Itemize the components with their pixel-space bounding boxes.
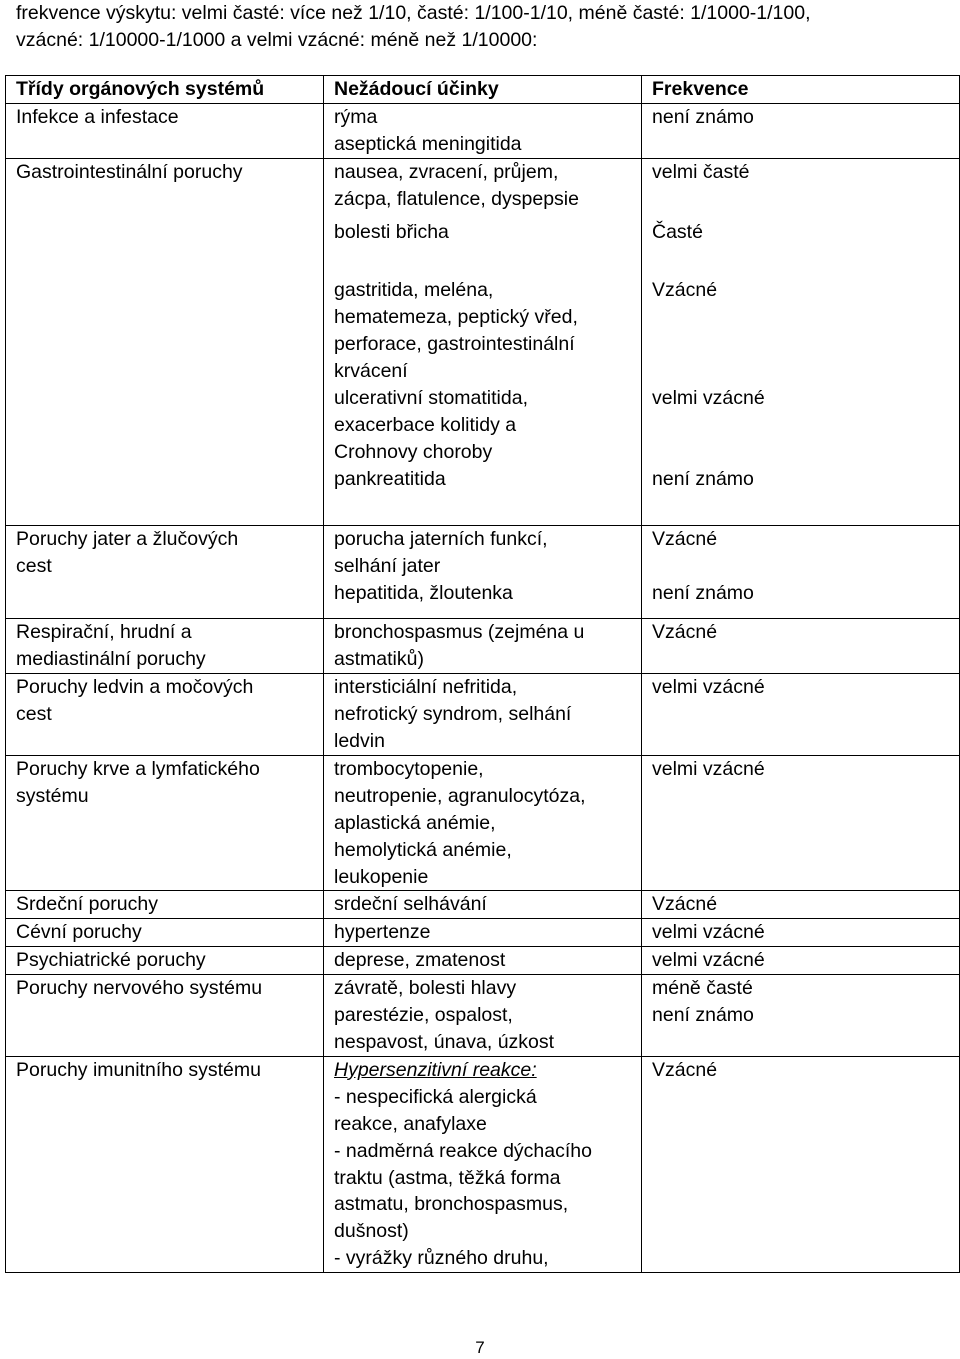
cell-text-line: nausea, zvracení, průjem, [334, 160, 559, 183]
cell-text-line: Infekce a infestace [16, 105, 179, 128]
table-row [6, 525, 960, 619]
header-frequency: Frekvence [642, 76, 960, 104]
cell-text-line: trombocytopenie, [334, 757, 484, 780]
cell-text-line [652, 412, 955, 439]
effects-cell [324, 975, 642, 1057]
cell-text-line: Časté [652, 220, 703, 243]
cell-text-line: není známo [652, 105, 754, 128]
effects-cell [324, 891, 642, 919]
cell-text-line: hemolytická anémie, [334, 838, 512, 861]
organ-cell [6, 525, 324, 619]
intro-line: frekvence výskytu: velmi časté: více než 1/10, časté: 1/100-1/10, méně časté: 1/1000-1/100, [16, 2, 811, 24]
cell-text-line [652, 304, 955, 331]
cell-text-line: Poruchy imunitního systému [16, 1058, 261, 1081]
cell-text-line: velmi vzácné [652, 757, 765, 780]
organ-cell [6, 947, 324, 975]
table-row [6, 755, 960, 891]
cell-text-line: velmi časté [652, 160, 750, 183]
cell-text-line [652, 358, 955, 385]
header-adverse-effects: Nežádoucí účinky [324, 76, 642, 104]
cell-text-line: cest [16, 703, 52, 726]
intro-text [16, 0, 946, 54]
table-row [6, 891, 960, 919]
cell-text-line [652, 331, 955, 358]
frequency-cell [642, 755, 960, 891]
cell-text-line: velmi vzácné [652, 921, 765, 944]
header-organ-class: Třídy orgánových systémů [6, 76, 324, 104]
cell-text-line: velmi vzácné [652, 949, 765, 972]
cell-text-line: zácpa, flatulence, dyspepsie [334, 187, 579, 210]
cell-text-line: systému [16, 784, 89, 807]
cell-text-line: hematemeza, peptický vřed, [334, 306, 578, 329]
cell-text-line: leukopenie [334, 865, 429, 888]
cell-text-line: Poruchy krve a lymfatického [16, 757, 260, 780]
cell-text-line: aplastická anémie, [334, 811, 496, 834]
table-row [6, 947, 960, 975]
cell-text-line: astmatu, bronchospasmus, [334, 1193, 569, 1216]
organ-cell [6, 674, 324, 756]
effects-cell [324, 674, 642, 756]
adverse-effects-table [5, 75, 960, 1273]
cell-text-line: hypertenze [334, 921, 431, 944]
table-row [6, 975, 960, 1057]
cell-text-line: pankreatitida [334, 467, 446, 490]
cell-text-line: nefrotický syndrom, selhání [334, 703, 572, 726]
effects-cell [324, 619, 642, 674]
frequency-cell [642, 674, 960, 756]
organ-cell [6, 919, 324, 947]
table-row [6, 103, 960, 158]
cell-text-line [652, 439, 955, 466]
cell-text-line: bolesti břicha [334, 220, 449, 243]
effects-cell [324, 1056, 642, 1272]
effects-cell [324, 947, 642, 975]
frequency-cell [642, 1056, 960, 1272]
cell-text-line: krvácení [334, 360, 408, 383]
table-row [6, 1056, 960, 1272]
cell-text-line: Crohnovy choroby [334, 440, 493, 463]
frequency-cell [642, 525, 960, 619]
cell-text-line: není známo [652, 1004, 754, 1027]
cell-text-line: závratě, bolesti hlavy [334, 977, 517, 1000]
cell-text-line: - nadměrná reakce dýchacího [334, 1139, 592, 1162]
cell-text-line: není známo [652, 467, 754, 490]
table-row [6, 158, 960, 525]
cell-text-line: astmatiků) [334, 648, 424, 671]
cell-text-line: Poruchy ledvin a močových [16, 676, 254, 699]
cell-text-line: neutropenie, agranulocytóza, [334, 784, 586, 807]
organ-cell [6, 1056, 324, 1272]
cell-text-line: perforace, gastrointestinální [334, 333, 575, 356]
cell-text-line: nespavost, únava, úzkost [334, 1031, 555, 1053]
cell-text-line: Psychiatrické poruchy [16, 949, 206, 972]
effects-cell [324, 525, 642, 619]
cell-text-line: Srdeční poruchy [16, 893, 158, 916]
cell-text-line: intersticiální nefritida, [334, 676, 518, 699]
cell-text-line: srdeční selhávání [334, 893, 487, 916]
cell-text-line: mediastinální poruchy [16, 648, 206, 671]
organ-cell [6, 755, 324, 891]
organ-cell [6, 891, 324, 919]
effects-cell [324, 919, 642, 947]
cell-text-line: gastritida, meléna, [334, 279, 494, 302]
cell-text-line: Gastrointestinální poruchy [16, 160, 243, 183]
cell-text-line: exacerbace kolitidy a [334, 413, 517, 436]
table-row [6, 919, 960, 947]
cell-text-line: velmi vzácné [652, 676, 765, 699]
cell-text-line: bronchospasmus (zejména u [334, 621, 585, 644]
frequency-cell [642, 891, 960, 919]
cell-text-line: méně časté [652, 977, 753, 1000]
cell-text-line: cest [16, 554, 52, 577]
cell-text-line [652, 553, 955, 580]
frequency-cell [642, 103, 960, 158]
cell-text-line: deprese, zmatenost [334, 949, 506, 972]
cell-text-line: hepatitida, žloutenka [334, 581, 513, 604]
cell-text-line: ledvin [334, 730, 385, 753]
frequency-cell [642, 158, 960, 525]
cell-text-line: Vzácné [652, 893, 718, 916]
organ-cell [6, 158, 324, 525]
cell-text-line: selhání jater [334, 554, 441, 577]
table-row [6, 674, 960, 756]
frequency-cell [642, 975, 960, 1057]
table-row [6, 619, 960, 674]
cell-text-line: dušnost) [334, 1220, 409, 1243]
hypersensitivity-heading: Hypersenzitivní reakce: [334, 1058, 537, 1081]
effects-cell [324, 755, 642, 891]
page-number: 7 [475, 1338, 485, 1357]
cell-text-line: reakce, anafylaxe [334, 1112, 487, 1135]
cell-text-line: - nespecifická alergická [334, 1085, 537, 1108]
effects-cell [324, 158, 642, 525]
frequency-cell [642, 919, 960, 947]
cell-text-line: porucha jaterních funkcí, [334, 527, 548, 550]
cell-text-line: Cévní poruchy [16, 921, 142, 944]
cell-text-line: velmi vzácné [652, 387, 765, 410]
cell-text-line: parestézie, ospalost, [334, 1004, 513, 1027]
frequency-cell [642, 947, 960, 975]
cell-text-line: není známo [652, 581, 754, 604]
organ-cell [6, 619, 324, 674]
cell-text-line: Vzácné [652, 621, 718, 644]
cell-text-line: traktu (astma, těžká forma [334, 1166, 561, 1189]
cell-text-line: ulcerativní stomatitida, [334, 387, 529, 410]
cell-text-line: Vzácné [652, 527, 718, 550]
organ-cell [6, 975, 324, 1057]
frequency-cell [642, 619, 960, 674]
cell-text-line: Vzácné [652, 1058, 718, 1081]
effects-cell [324, 103, 642, 158]
intro-line: vzácné: 1/10000-1/1000 a velmi vzácné: méně než 1/10000: [16, 29, 538, 51]
cell-text-line: aseptická meningitida [334, 132, 522, 155]
cell-text-line [652, 186, 955, 213]
table-header-row [6, 76, 960, 104]
organ-cell [6, 103, 324, 158]
cell-text-line: Vzácné [652, 279, 718, 302]
cell-text-line: rýma [334, 105, 378, 128]
cell-text-line: Respirační, hrudní a [16, 621, 192, 644]
cell-text-line: Poruchy nervového systému [16, 977, 263, 1000]
cell-text-line: Poruchy jater a žlučových [16, 527, 239, 550]
cell-text-line: - vyrážky různého druhu, [334, 1247, 549, 1270]
